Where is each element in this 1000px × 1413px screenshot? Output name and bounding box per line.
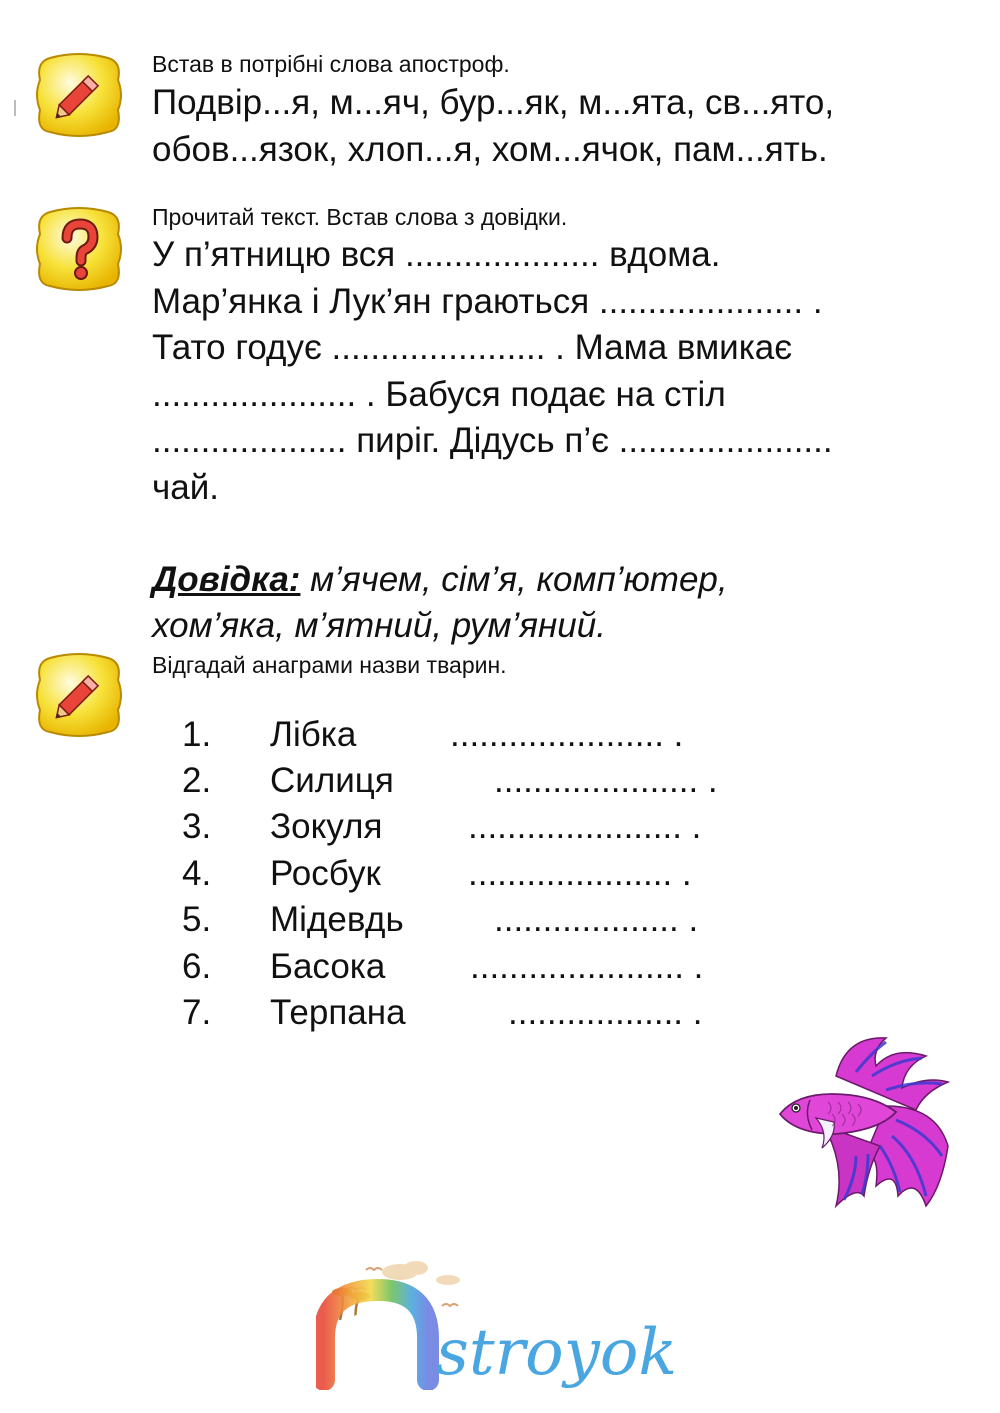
answer-blank: ...................... .	[470, 947, 704, 986]
item-number: 2.	[182, 761, 212, 800]
item-number: 4.	[182, 854, 212, 893]
reference-words-2: хом’яка, м’ятний, рум’яний.	[152, 606, 606, 645]
list-item	[0, 758, 1000, 804]
betta-fish-illustration	[776, 1036, 952, 1211]
list-item	[0, 851, 1000, 897]
answer-blank: ..................... .	[468, 854, 692, 893]
item-number: 1.	[182, 715, 212, 754]
scan-mark	[14, 100, 16, 116]
anagram-word: Басока	[270, 947, 386, 986]
list-item	[0, 944, 1000, 990]
task1-instruction: Встав в потрібні слова апостроф.	[152, 51, 510, 77]
text-line-6: чай.	[152, 468, 219, 507]
answer-blank: ..................... .	[494, 761, 718, 800]
text-line-3: Тато годує ...................... . Мама вмикає	[152, 328, 793, 367]
anagram-word: Лібка	[270, 715, 357, 754]
list-item	[0, 990, 1000, 1036]
task2-instruction: Прочитай текст. Встав слова з довідки.	[152, 204, 568, 230]
task1-line-2: обов...язок, хлоп...я, хом...ячок, пам...ять.	[152, 130, 828, 169]
answer-blank: ................... .	[494, 900, 699, 939]
text-line-5: .................... пиріг. Дідусь п’є ......................	[152, 421, 833, 460]
anagram-word: Терпана	[270, 993, 406, 1032]
text-line-2: Мар’янка і Лук’ян граються ..................... .	[152, 282, 823, 321]
task3-instruction: Відгадай анаграми назви тварин.	[152, 652, 507, 678]
ostrovok-logo	[316, 1250, 756, 1390]
task1-line-1: Подвір...я, м...яч, бур...як, м...ята, св...ято,	[152, 83, 835, 122]
text-line-1: У п’ятницю вся .................... вдома.	[152, 235, 721, 274]
answer-blank: ...................... .	[450, 715, 684, 754]
list-item	[0, 712, 1000, 758]
list-item	[0, 804, 1000, 850]
item-number: 3.	[182, 807, 212, 846]
anagram-word: Зокуля	[270, 807, 383, 846]
list-item	[0, 897, 1000, 943]
answer-blank: ...................... .	[468, 807, 702, 846]
item-number: 7.	[182, 993, 212, 1032]
logo-text: stroyok	[436, 1316, 678, 1390]
pencil-icon	[36, 52, 122, 138]
reference-label: Довідка:	[152, 560, 301, 599]
item-number: 5.	[182, 900, 212, 939]
reference-words-1: м’ячем, сім’я, комп’ютер,	[300, 560, 728, 599]
item-number: 6.	[182, 947, 212, 986]
answer-blank: .................. .	[508, 993, 703, 1032]
text-line-4: ..................... . Бабуся подає на стіл	[152, 375, 726, 414]
question-icon	[36, 206, 122, 292]
anagram-word: Росбук	[270, 854, 381, 893]
reference-line-1	[152, 557, 728, 603]
anagram-word: Силиця	[270, 761, 394, 800]
anagram-word: Мідевдь	[270, 900, 404, 939]
